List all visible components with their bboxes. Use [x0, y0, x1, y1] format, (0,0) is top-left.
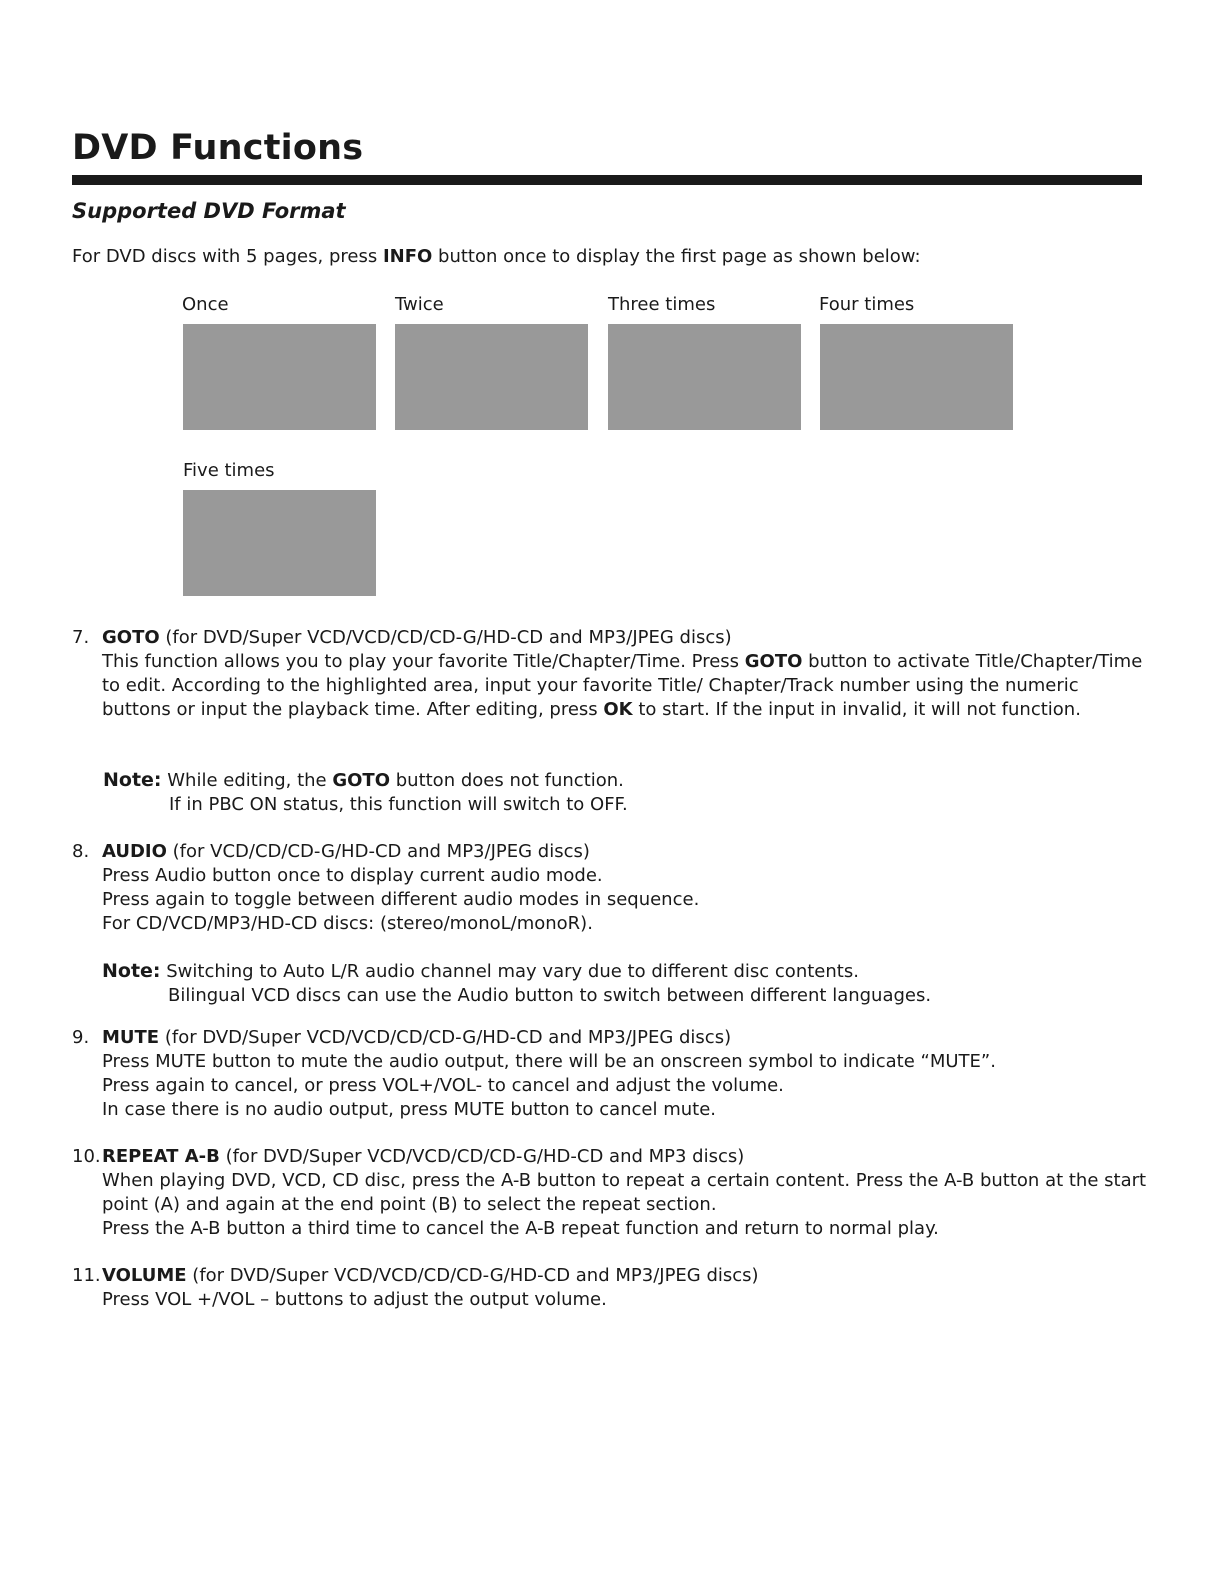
- item-line: For CD/VCD/MP3/HD-CD discs: (stereo/monoL/monoR).: [102, 913, 593, 934]
- item-heading: MUTE (for DVD/Super VCD/VCD/CD/CD-G/HD-CD and MP3/JPEG discs): [102, 1027, 732, 1048]
- screen-label-four-times: Four times: [819, 294, 915, 315]
- list-item-mute: [72, 1026, 1147, 1122]
- note-goto: Note: While editing, the GOTO button does not function. If in PBC ON status, this function will switch to OFF.: [103, 769, 628, 815]
- screen-placeholder-twice: [395, 324, 588, 430]
- item-number: 7.: [72, 627, 90, 648]
- item-description: This function allows you to play your favorite Title/Chapter/Time. Press GOTO button to activate Title/Chapter/Time to edit. According to the highlighted area, input your favorite Title/ Chapter/Track number using the numeric buttons or input the playback time. After editing, press OK to start. If the input in invalid, it will not function.: [102, 651, 1143, 720]
- item-line: Press Audio button once to display current audio mode.: [102, 865, 603, 886]
- item-heading: AUDIO (for VCD/CD/CD-G/HD-CD and MP3/JPEG discs): [102, 841, 590, 862]
- item-heading: REPEAT A-B (for DVD/Super VCD/VCD/CD/CD-G/HD-CD and MP3 discs): [102, 1146, 745, 1167]
- item-line: Press again to toggle between different audio modes in sequence.: [102, 889, 700, 910]
- item-line: Press MUTE button to mute the audio output, there will be an onscreen symbol to indicate “MUTE”.: [102, 1051, 996, 1072]
- list-item-repeat-ab: [72, 1145, 1147, 1241]
- item-line: Press again to cancel, or press VOL+/VOL- to cancel and adjust the volume.: [102, 1075, 784, 1096]
- screen-label-twice: Twice: [395, 294, 444, 315]
- section-subtitle: Supported DVD Format: [72, 199, 346, 223]
- note-audio: Note: Switching to Auto L/R audio channel may vary due to different disc contents. Bilingual VCD discs can use the Audio button to switch between different languages.: [102, 960, 932, 1006]
- screen-placeholder-three-times: [608, 324, 801, 430]
- intro-text: For DVD discs with 5 pages, press INFO button once to display the first page as shown below:: [72, 246, 921, 267]
- list-item-audio: [72, 840, 1147, 936]
- info-button-name: INFO: [382, 246, 433, 267]
- note-label: Note:: [102, 960, 161, 982]
- list-item-volume: [72, 1264, 1147, 1312]
- item-heading: GOTO (for DVD/Super VCD/VCD/CD/CD-G/HD-CD and MP3/JPEG discs): [102, 627, 732, 648]
- item-number: 10.: [72, 1146, 101, 1167]
- item-heading: VOLUME (for DVD/Super VCD/VCD/CD/CD-G/HD-CD and MP3/JPEG discs): [102, 1265, 759, 1286]
- screen-placeholder-once: [183, 324, 376, 430]
- screen-placeholder-five-times: [183, 490, 376, 596]
- list-item-goto: [72, 626, 1147, 722]
- item-number: 9.: [72, 1027, 90, 1048]
- note-label: Note:: [103, 769, 162, 791]
- screen-label-once: Once: [182, 294, 229, 315]
- item-line: Press VOL +/VOL – buttons to adjust the output volume.: [102, 1289, 607, 1310]
- screen-label-five-times: Five times: [183, 460, 275, 481]
- item-line: In case there is no audio output, press MUTE button to cancel mute.: [102, 1099, 717, 1120]
- item-description: When playing DVD, VCD, CD disc, press the A-B button to repeat a certain content. Press the A-B button at the start point (A) and again at the end point (B) to select the repeat section.: [102, 1170, 1147, 1215]
- screen-label-three-times: Three times: [608, 294, 716, 315]
- page-title: DVD Functions: [72, 128, 364, 168]
- item-number: 11.: [72, 1265, 101, 1286]
- title-rule: [72, 175, 1142, 185]
- screen-placeholder-four-times: [820, 324, 1013, 430]
- item-description: Press the A-B button a third time to cancel the A-B repeat function and return to normal play.: [102, 1218, 939, 1239]
- item-number: 8.: [72, 841, 90, 862]
